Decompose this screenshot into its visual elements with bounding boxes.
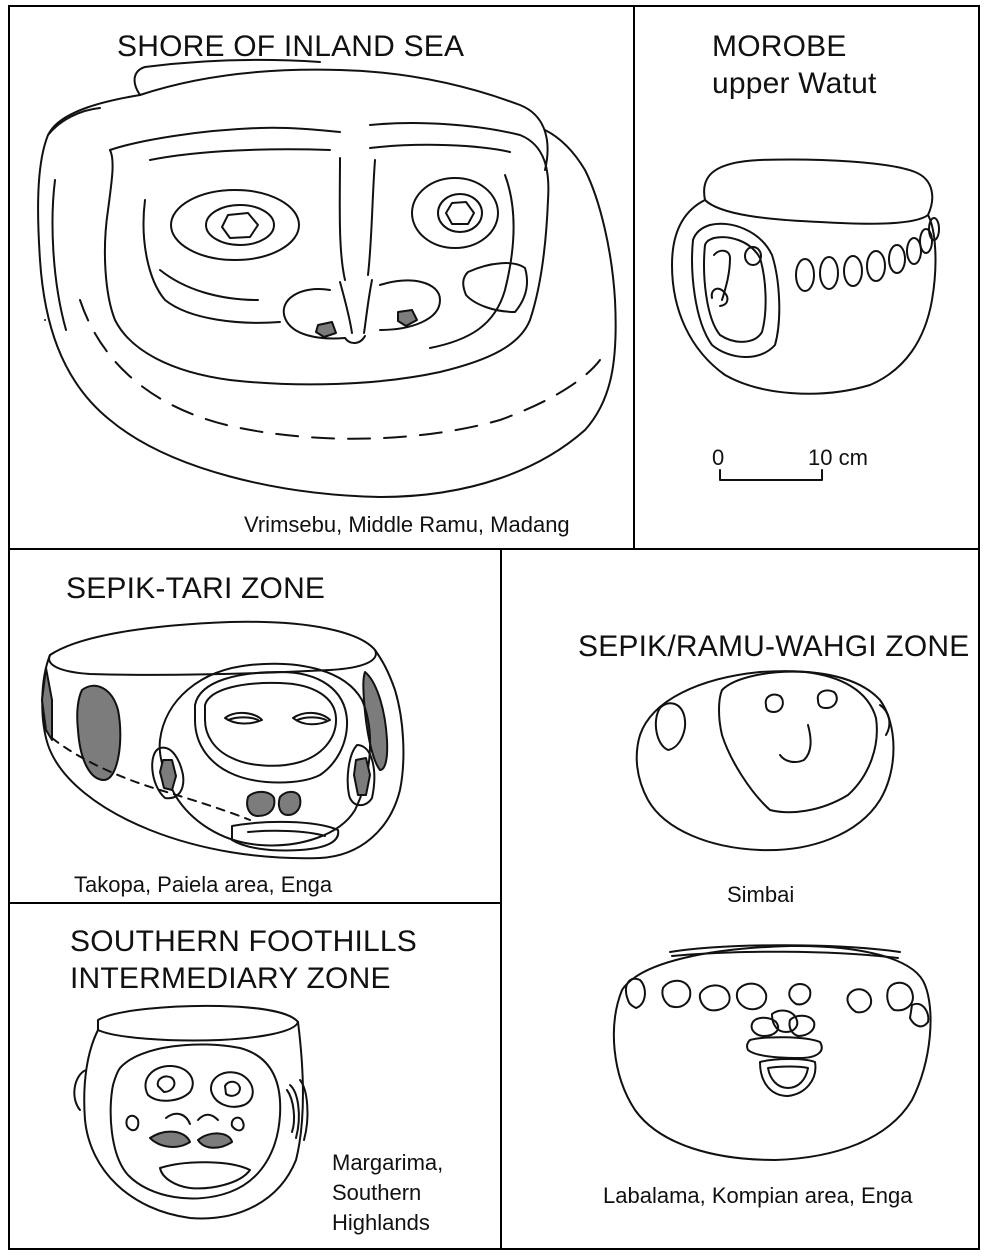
labalama-caption: Labalama, Kompian area, Enga (603, 1183, 913, 1208)
southern-title-line2: INTERMEDIARY ZONE (70, 962, 391, 995)
sepik-tari-title: SEPIK-TARI ZONE (66, 572, 326, 605)
shore-title: SHORE OF INLAND SEA (117, 30, 465, 63)
scale-bar-end-label: 10 cm (808, 445, 868, 470)
southern-title-line1: SOUTHERN FOOTHILLS (70, 925, 417, 958)
morobe-mortar-drawing (672, 160, 939, 481)
margarima-mortar-drawing (74, 1006, 307, 1219)
southern-caption-line1: Margarima, (332, 1150, 444, 1175)
sepik-tari-caption: Takopa, Paiela area, Enga (74, 872, 333, 897)
vrimsebu-mortar-drawing (38, 60, 616, 497)
labalama-mortar-drawing (614, 945, 931, 1160)
scale-bar (720, 470, 822, 480)
southern-caption-line2: Southern (332, 1180, 422, 1205)
sepik-ramu-title: SEPIK/RAMU-WAHGI ZONE (578, 630, 970, 663)
simbai-caption: Simbai (727, 882, 795, 907)
morobe-title: MOROBE (712, 30, 847, 63)
southern-caption-line3: Highlands (332, 1210, 430, 1235)
takopa-mortar-drawing (42, 320, 403, 858)
scale-bar-zero-label: 0 (712, 445, 725, 470)
simbai-mortar-drawing (637, 671, 894, 850)
shore-caption: Vrimsebu, Middle Ramu, Madang (244, 512, 570, 537)
morobe-subtitle: upper Watut (712, 67, 877, 100)
